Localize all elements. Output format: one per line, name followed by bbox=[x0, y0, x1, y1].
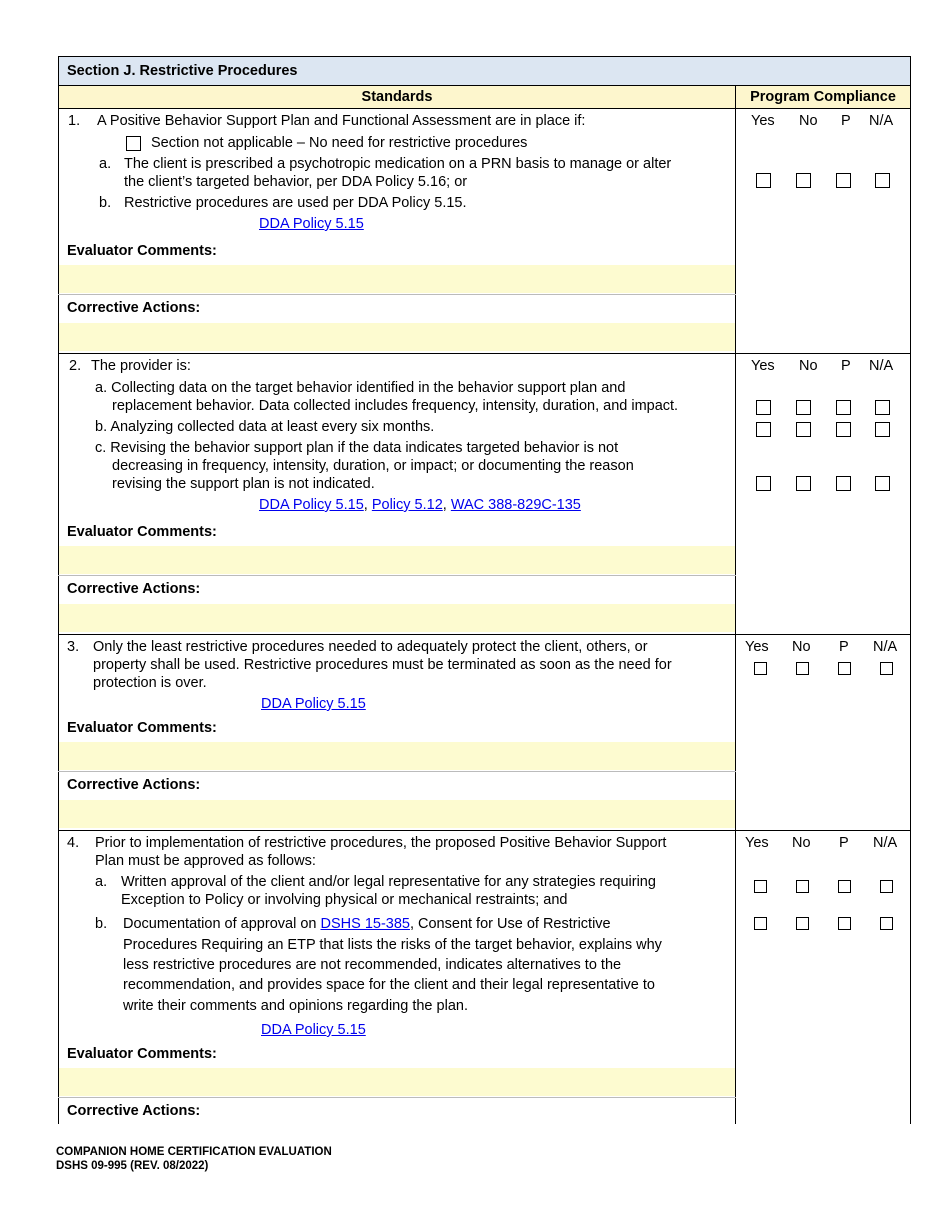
item-4-corrective-actions-label: Corrective Actions: bbox=[67, 1103, 201, 1119]
item-1-lead: A Positive Behavior Support Plan and Functional Assessment are in place if: bbox=[97, 113, 586, 129]
item-3-yes-checkbox[interactable] bbox=[754, 662, 767, 675]
item-2-yes-label: Yes bbox=[751, 358, 775, 374]
item-2b-line1: b. Analyzing collected data at least every six months. bbox=[95, 419, 435, 435]
item-3-corrective-actions-label: Corrective Actions: bbox=[67, 777, 201, 793]
item-2-corrective-actions-field[interactable] bbox=[59, 604, 735, 632]
item-2-corrective-actions-label: Corrective Actions: bbox=[67, 581, 201, 597]
dshs-form-link[interactable]: DSHS 15-385 bbox=[320, 916, 410, 932]
item-4b-yes-checkbox[interactable] bbox=[754, 917, 767, 930]
item-2a-yes-checkbox[interactable] bbox=[756, 400, 771, 415]
item-2-wac-link[interactable]: WAC 388-829C-135 bbox=[450, 497, 581, 513]
item-4-line2: Plan must be approved as follows: bbox=[95, 853, 316, 869]
item-1-p-label: P bbox=[841, 113, 851, 129]
footer-form-number: DSHS 09-995 (REV. 08/2022) bbox=[56, 1160, 209, 1172]
item-2a-no-checkbox[interactable] bbox=[796, 400, 811, 415]
item-4b-line5: write their comments and opinions regarding the plan. bbox=[123, 998, 468, 1014]
item-4-na-label: N/A bbox=[873, 835, 898, 851]
item-2c-na-checkbox[interactable] bbox=[875, 476, 890, 491]
item-3-p-checkbox[interactable] bbox=[838, 662, 851, 675]
item-4a-label: a. bbox=[95, 874, 108, 890]
item-1-no-checkbox[interactable] bbox=[796, 173, 811, 188]
item-1-evaluator-comments-field[interactable] bbox=[59, 265, 735, 293]
item-2-evaluator-comments-label: Evaluator Comments: bbox=[67, 524, 217, 540]
item-4a-na-checkbox[interactable] bbox=[880, 880, 893, 893]
item-4-yes-label: Yes bbox=[745, 835, 769, 851]
item-4b-line4: recommendation, and provides space for the client and their legal representative to bbox=[123, 977, 655, 993]
item-3-p-label: P bbox=[839, 639, 849, 655]
item-1-evaluator-comments-label: Evaluator Comments: bbox=[67, 243, 217, 259]
item-3-line1: Only the least restrictive procedures needed to adequately protect the client, others, or bbox=[93, 639, 648, 655]
item-1-number: 1. bbox=[68, 113, 81, 129]
item-1-p-checkbox[interactable] bbox=[836, 173, 851, 188]
item-1-yes-checkbox[interactable] bbox=[756, 173, 771, 188]
item-4-p-label: P bbox=[839, 835, 849, 851]
item-2a-line2: replacement behavior. Data collected includes frequency, intensity, duration, and impact. bbox=[112, 398, 679, 414]
item-3-evaluator-comments-label: Evaluator Comments: bbox=[67, 720, 217, 736]
item-2-policy-refs: DDA Policy 5.15, Policy 5.12, WAC 388-829C-135 bbox=[259, 497, 581, 513]
item-4b-na-checkbox[interactable] bbox=[880, 917, 893, 930]
item-2c-p-checkbox[interactable] bbox=[836, 476, 851, 491]
item-2c-line1: c. Revising the behavior support plan if the data indicates targeted behavior is not bbox=[95, 440, 619, 456]
item-1a-line2: the client’s targeted behavior, per DDA Policy 5.16; or bbox=[124, 174, 468, 190]
item-4-evaluator-comments-field[interactable] bbox=[59, 1068, 735, 1096]
item-4b-line1: Documentation of approval on DSHS 15-385, Consent for Use of Restrictive bbox=[123, 916, 611, 932]
item-1b-line1: Restrictive procedures are used per DDA Policy 5.15. bbox=[124, 195, 467, 211]
item-4b-no-checkbox[interactable] bbox=[796, 917, 809, 930]
item-3-policy-link[interactable]: DDA Policy 5.15 bbox=[261, 696, 366, 712]
item-4a-p-checkbox[interactable] bbox=[838, 880, 851, 893]
item-3-corrective-actions-field[interactable] bbox=[59, 800, 735, 828]
not-applicable-checkbox[interactable] bbox=[126, 136, 141, 151]
item-1b-label: b. bbox=[99, 195, 112, 211]
item-4-evaluator-comments-label: Evaluator Comments: bbox=[67, 1046, 217, 1062]
item-1a-label: a. bbox=[99, 156, 112, 172]
item-1-na-label: N/A bbox=[869, 113, 894, 129]
item-2c-line3: revising the support plan is not indicated. bbox=[112, 476, 375, 492]
footer-form-title: COMPANION HOME CERTIFICATION EVALUATION bbox=[56, 1146, 332, 1158]
not-applicable-label: Section not applicable – No need for restrictive procedures bbox=[151, 135, 528, 151]
item-4-policy-link[interactable]: DDA Policy 5.15 bbox=[261, 1022, 366, 1038]
item-3-no-checkbox[interactable] bbox=[796, 662, 809, 675]
item-2c-yes-checkbox[interactable] bbox=[756, 476, 771, 491]
item-2a-na-checkbox[interactable] bbox=[875, 400, 890, 415]
item-2-policy-link-1[interactable]: DDA Policy 5.15 bbox=[259, 497, 364, 513]
item-1-no-label: No bbox=[799, 113, 818, 129]
item-2-na-label: N/A bbox=[869, 358, 894, 374]
item-1-corrective-actions-label: Corrective Actions: bbox=[67, 300, 201, 316]
item-3-evaluator-comments-field[interactable] bbox=[59, 742, 735, 770]
item-4b-p-checkbox[interactable] bbox=[838, 917, 851, 930]
item-3-yes-label: Yes bbox=[745, 639, 769, 655]
item-1-yes-label: Yes bbox=[751, 113, 775, 129]
section-title: Section J. Restrictive Procedures bbox=[59, 57, 910, 85]
standards-header: Standards bbox=[59, 86, 735, 108]
item-4b-line3: less restrictive procedures are not recommended, indicates alternatives to the bbox=[123, 957, 622, 973]
item-1-corrective-actions-field[interactable] bbox=[59, 323, 735, 351]
item-2b-no-checkbox[interactable] bbox=[796, 422, 811, 437]
item-2-p-label: P bbox=[841, 358, 851, 374]
item-3-number: 3. bbox=[67, 639, 80, 655]
item-2a-line1: a. Collecting data on the target behavior identified in the behavior support plan and bbox=[95, 380, 626, 396]
item-2b-yes-checkbox[interactable] bbox=[756, 422, 771, 437]
item-2-number: 2. bbox=[69, 358, 82, 374]
item-4b-label: b. bbox=[95, 916, 108, 932]
item-3-na-label: N/A bbox=[873, 639, 898, 655]
item-4a-line2: Exception to Policy or involving physical or mechanical restraints; and bbox=[121, 892, 568, 908]
item-4a-no-checkbox[interactable] bbox=[796, 880, 809, 893]
item-2-evaluator-comments-field[interactable] bbox=[59, 546, 735, 574]
item-2a-p-checkbox[interactable] bbox=[836, 400, 851, 415]
item-2-no-label: No bbox=[799, 358, 818, 374]
item-1a-line1: The client is prescribed a psychotropic medication on a PRN basis to manage or alter bbox=[124, 156, 672, 172]
item-3-no-label: No bbox=[792, 639, 811, 655]
item-3-line3: protection is over. bbox=[93, 675, 207, 691]
item-3-line2: property shall be used. Restrictive procedures must be terminated as soon as the need for bbox=[93, 657, 672, 673]
item-2b-na-checkbox[interactable] bbox=[875, 422, 890, 437]
item-3-na-checkbox[interactable] bbox=[880, 662, 893, 675]
item-2b-p-checkbox[interactable] bbox=[836, 422, 851, 437]
item-4-line1: Prior to implementation of restrictive procedures, the proposed Positive Behavior Support bbox=[95, 835, 667, 851]
item-2c-no-checkbox[interactable] bbox=[796, 476, 811, 491]
item-1-na-checkbox[interactable] bbox=[875, 173, 890, 188]
item-2-policy-link-2[interactable]: Policy 5.12 bbox=[371, 497, 443, 513]
item-2-lead: The provider is: bbox=[91, 358, 191, 374]
item-4a-yes-checkbox[interactable] bbox=[754, 880, 767, 893]
item-2c-line2: decreasing in frequency, intensity, duration, or impact; or documenting the reason bbox=[112, 458, 634, 474]
item-1-policy-link[interactable]: DDA Policy 5.15 bbox=[259, 216, 364, 232]
item-4-no-label: No bbox=[792, 835, 811, 851]
compliance-header: Program Compliance bbox=[736, 86, 910, 108]
item-4a-line1: Written approval of the client and/or legal representative for any strategies requiring bbox=[121, 874, 656, 890]
item-4-number: 4. bbox=[67, 835, 80, 851]
item-4b-line2: Procedures Requiring an ETP that lists the risks of the target behavior, explains why bbox=[123, 937, 662, 953]
